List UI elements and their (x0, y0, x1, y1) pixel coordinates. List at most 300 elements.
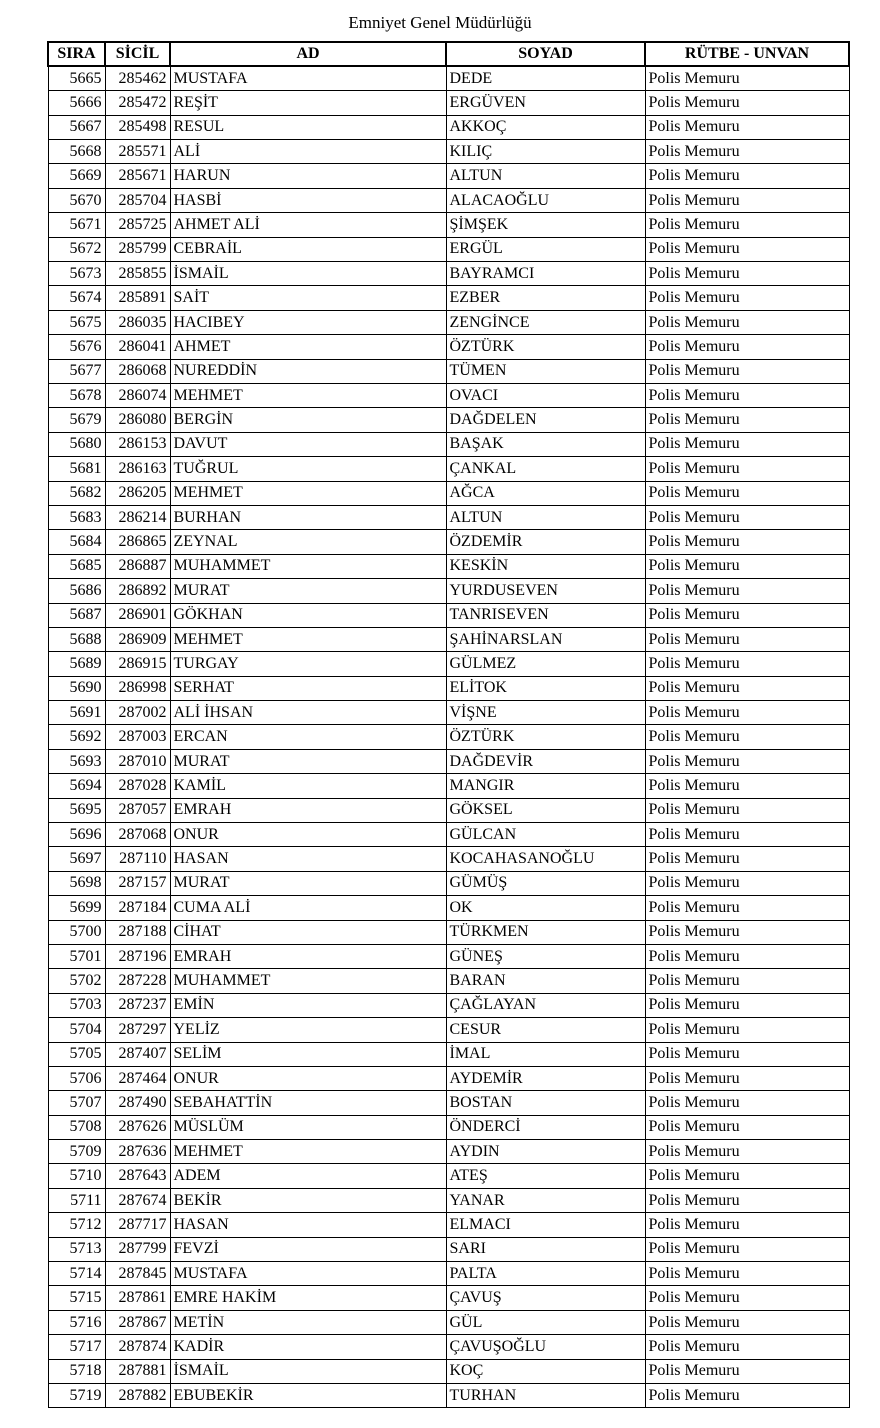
cell-soyad: YURDUSEVEN (446, 579, 645, 603)
cell-sicil: 287407 (105, 1042, 170, 1066)
cell-sicil: 287845 (105, 1262, 170, 1286)
cell-sira: 5713 (48, 1237, 105, 1261)
cell-ad: EMRAH (170, 798, 446, 822)
header-row (48, 42, 849, 66)
cell-soyad: GÜLCAN (446, 823, 645, 847)
cell-sicil: 287464 (105, 1066, 170, 1090)
table-row (48, 408, 849, 432)
cell-sira: 5685 (48, 554, 105, 578)
cell-soyad: KOÇ (446, 1359, 645, 1383)
cell-ad: EMRAH (170, 944, 446, 968)
cell-rutbe: Polis Memuru (645, 603, 849, 627)
cell-rutbe: Polis Memuru (645, 1384, 849, 1408)
cell-ad: TUĞRUL (170, 457, 446, 481)
cell-soyad: TANRISEVEN (446, 603, 645, 627)
table-row (48, 847, 849, 871)
cell-ad: BEKİR (170, 1188, 446, 1212)
cell-soyad: ÇAVUŞ (446, 1286, 645, 1310)
table-row (48, 1066, 849, 1090)
cell-rutbe: Polis Memuru (645, 213, 849, 237)
cell-sicil: 287636 (105, 1140, 170, 1164)
cell-sira: 5667 (48, 115, 105, 139)
cell-rutbe: Polis Memuru (645, 432, 849, 456)
cell-sicil: 285704 (105, 188, 170, 212)
cell-ad: SAİT (170, 286, 446, 310)
table-row (48, 701, 849, 725)
cell-soyad: ÖNDERCİ (446, 1115, 645, 1139)
cell-rutbe: Polis Memuru (645, 66, 849, 91)
cell-sicil: 285571 (105, 140, 170, 164)
table-row (48, 749, 849, 773)
table-row (48, 1310, 849, 1334)
cell-soyad: AYDEMİR (446, 1066, 645, 1090)
cell-soyad: DEDE (446, 66, 645, 91)
table-row (48, 774, 849, 798)
cell-rutbe: Polis Memuru (645, 1188, 849, 1212)
cell-rutbe: Polis Memuru (645, 1335, 849, 1359)
cell-sira: 5693 (48, 749, 105, 773)
cell-soyad: EZBER (446, 286, 645, 310)
cell-sicil: 287002 (105, 701, 170, 725)
cell-sicil: 285799 (105, 237, 170, 261)
cell-sira: 5697 (48, 847, 105, 871)
cell-sira: 5695 (48, 798, 105, 822)
cell-ad: ERCAN (170, 725, 446, 749)
cell-sicil: 287157 (105, 871, 170, 895)
cell-ad: EMRE HAKİM (170, 1286, 446, 1310)
cell-sicil: 287228 (105, 969, 170, 993)
cell-sira: 5718 (48, 1359, 105, 1383)
cell-sicil: 286901 (105, 603, 170, 627)
cell-soyad: ZENGİNCE (446, 310, 645, 334)
cell-sicil: 286153 (105, 432, 170, 456)
table-row (48, 530, 849, 554)
cell-ad: MURAT (170, 579, 446, 603)
cell-sira: 5680 (48, 432, 105, 456)
cell-soyad: SARI (446, 1237, 645, 1261)
cell-sicil: 285472 (105, 91, 170, 115)
cell-soyad: TURHAN (446, 1384, 645, 1408)
cell-ad: ALİ (170, 140, 446, 164)
table-row (48, 871, 849, 895)
cell-soyad: AKKOÇ (446, 115, 645, 139)
cell-sicil: 287237 (105, 993, 170, 1017)
cell-ad: İSMAİL (170, 262, 446, 286)
cell-ad: AHMET ALİ (170, 213, 446, 237)
cell-rutbe: Polis Memuru (645, 774, 849, 798)
cell-sicil: 285671 (105, 164, 170, 188)
cell-soyad: YANAR (446, 1188, 645, 1212)
cell-ad: MEHMET (170, 1140, 446, 1164)
cell-sira: 5684 (48, 530, 105, 554)
cell-sira: 5690 (48, 676, 105, 700)
cell-soyad: CESUR (446, 1018, 645, 1042)
table-row (48, 1384, 849, 1408)
cell-sicil: 287626 (105, 1115, 170, 1139)
cell-sicil: 287110 (105, 847, 170, 871)
cell-ad: EBUBEKİR (170, 1384, 446, 1408)
cell-rutbe: Polis Memuru (645, 920, 849, 944)
cell-rutbe: Polis Memuru (645, 1237, 849, 1261)
cell-ad: ONUR (170, 823, 446, 847)
cell-ad: EMİN (170, 993, 446, 1017)
cell-sicil: 286080 (105, 408, 170, 432)
cell-rutbe: Polis Memuru (645, 1018, 849, 1042)
cell-sira: 5703 (48, 993, 105, 1017)
cell-rutbe: Polis Memuru (645, 871, 849, 895)
table-row (48, 66, 849, 91)
cell-sira: 5672 (48, 237, 105, 261)
table-row (48, 725, 849, 749)
cell-ad: CEBRAİL (170, 237, 446, 261)
cell-ad: YELİZ (170, 1018, 446, 1042)
table-row (48, 1115, 849, 1139)
cell-rutbe: Polis Memuru (645, 1042, 849, 1066)
cell-soyad: GÜMÜŞ (446, 871, 645, 895)
cell-sira: 5698 (48, 871, 105, 895)
column-header-sira: SIRA (48, 42, 105, 66)
cell-ad: MÜSLÜM (170, 1115, 446, 1139)
cell-sicil: 287867 (105, 1310, 170, 1334)
cell-sira: 5688 (48, 627, 105, 651)
cell-sira: 5692 (48, 725, 105, 749)
cell-sira: 5666 (48, 91, 105, 115)
cell-rutbe: Polis Memuru (645, 1066, 849, 1090)
cell-rutbe: Polis Memuru (645, 798, 849, 822)
cell-ad: HACIBEY (170, 310, 446, 334)
table-row (48, 140, 849, 164)
cell-rutbe: Polis Memuru (645, 554, 849, 578)
cell-sira: 5682 (48, 481, 105, 505)
cell-soyad: OK (446, 896, 645, 920)
cell-sicil: 286074 (105, 383, 170, 407)
cell-sicil: 286214 (105, 505, 170, 529)
cell-rutbe: Polis Memuru (645, 286, 849, 310)
column-header-rutbe-unvan: RÜTBE - UNVAN (645, 42, 849, 66)
cell-ad: HARUN (170, 164, 446, 188)
table-row (48, 603, 849, 627)
cell-soyad: TÜRKMEN (446, 920, 645, 944)
cell-sira: 5709 (48, 1140, 105, 1164)
table-row (48, 1286, 849, 1310)
table-row (48, 286, 849, 310)
column-header-soyad: SOYAD (446, 42, 645, 66)
cell-rutbe: Polis Memuru (645, 530, 849, 554)
table-row (48, 457, 849, 481)
cell-soyad: ÖZTÜRK (446, 725, 645, 749)
cell-sicil: 285855 (105, 262, 170, 286)
table-row (48, 969, 849, 993)
table-row (48, 335, 849, 359)
cell-rutbe: Polis Memuru (645, 652, 849, 676)
cell-rutbe: Polis Memuru (645, 481, 849, 505)
cell-sira: 5710 (48, 1164, 105, 1188)
cell-sira: 5704 (48, 1018, 105, 1042)
table-row (48, 1335, 849, 1359)
cell-ad: ONUR (170, 1066, 446, 1090)
cell-soyad: GÖKSEL (446, 798, 645, 822)
cell-sira: 5716 (48, 1310, 105, 1334)
cell-sira: 5689 (48, 652, 105, 676)
cell-ad: DAVUT (170, 432, 446, 456)
table-row (48, 262, 849, 286)
cell-sicil: 287010 (105, 749, 170, 773)
cell-ad: MUHAMMET (170, 554, 446, 578)
cell-sira: 5691 (48, 701, 105, 725)
cell-rutbe: Polis Memuru (645, 383, 849, 407)
cell-soyad: ELMACI (446, 1213, 645, 1237)
table-row (48, 432, 849, 456)
cell-ad: METİN (170, 1310, 446, 1334)
cell-ad: MURAT (170, 871, 446, 895)
cell-sicil: 285891 (105, 286, 170, 310)
table-row (48, 481, 849, 505)
cell-sira: 5677 (48, 359, 105, 383)
cell-ad: KADİR (170, 1335, 446, 1359)
table-row (48, 1140, 849, 1164)
cell-soyad: ATEŞ (446, 1164, 645, 1188)
cell-sira: 5671 (48, 213, 105, 237)
table-row (48, 944, 849, 968)
cell-ad: ZEYNAL (170, 530, 446, 554)
cell-ad: FEVZİ (170, 1237, 446, 1261)
cell-ad: TURGAY (170, 652, 446, 676)
cell-sicil: 286041 (105, 335, 170, 359)
cell-rutbe: Polis Memuru (645, 1310, 849, 1334)
cell-sira: 5674 (48, 286, 105, 310)
cell-ad: CİHAT (170, 920, 446, 944)
table-row (48, 1262, 849, 1286)
cell-rutbe: Polis Memuru (645, 188, 849, 212)
cell-rutbe: Polis Memuru (645, 676, 849, 700)
cell-sira: 5668 (48, 140, 105, 164)
cell-sicil: 287674 (105, 1188, 170, 1212)
cell-sira: 5673 (48, 262, 105, 286)
cell-soyad: İMAL (446, 1042, 645, 1066)
cell-sicil: 287882 (105, 1384, 170, 1408)
cell-ad: SELİM (170, 1042, 446, 1066)
table-row (48, 310, 849, 334)
cell-sira: 5696 (48, 823, 105, 847)
cell-rutbe: Polis Memuru (645, 701, 849, 725)
cell-soyad: DAĞDEVİR (446, 749, 645, 773)
cell-soyad: ELİTOK (446, 676, 645, 700)
cell-sira: 5687 (48, 603, 105, 627)
cell-sira: 5686 (48, 579, 105, 603)
cell-sicil: 287881 (105, 1359, 170, 1383)
cell-rutbe: Polis Memuru (645, 725, 849, 749)
column-header-ad: AD (170, 42, 446, 66)
cell-sicil: 287188 (105, 920, 170, 944)
cell-sira: 5706 (48, 1066, 105, 1090)
table-row (48, 1164, 849, 1188)
cell-sira: 5711 (48, 1188, 105, 1212)
cell-sira: 5678 (48, 383, 105, 407)
cell-soyad: ŞİMŞEK (446, 213, 645, 237)
table-row (48, 505, 849, 529)
cell-soyad: MANGIR (446, 774, 645, 798)
cell-sicil: 286205 (105, 481, 170, 505)
cell-ad: MUSTAFA (170, 66, 446, 91)
cell-sicil: 286887 (105, 554, 170, 578)
cell-sira: 5702 (48, 969, 105, 993)
table-row (48, 823, 849, 847)
cell-rutbe: Polis Memuru (645, 579, 849, 603)
cell-sicil: 286892 (105, 579, 170, 603)
cell-rutbe: Polis Memuru (645, 944, 849, 968)
cell-soyad: ERGÜVEN (446, 91, 645, 115)
cell-rutbe: Polis Memuru (645, 823, 849, 847)
cell-soyad: BARAN (446, 969, 645, 993)
cell-ad: MEHMET (170, 383, 446, 407)
cell-rutbe: Polis Memuru (645, 749, 849, 773)
document-title: Emniyet Genel Müdürlüğü (348, 13, 532, 32)
table-row (48, 1091, 849, 1115)
cell-soyad: DAĞDELEN (446, 408, 645, 432)
column-header-sicil: SİCİL (105, 42, 170, 66)
cell-ad: AHMET (170, 335, 446, 359)
cell-sira: 5712 (48, 1213, 105, 1237)
cell-ad: BERGİN (170, 408, 446, 432)
cell-rutbe: Polis Memuru (645, 408, 849, 432)
cell-ad: SERHAT (170, 676, 446, 700)
table-row (48, 1213, 849, 1237)
cell-ad: CUMA ALİ (170, 896, 446, 920)
cell-soyad: ÖZTÜRK (446, 335, 645, 359)
table-row (48, 1359, 849, 1383)
cell-sira: 5717 (48, 1335, 105, 1359)
cell-sira: 5715 (48, 1286, 105, 1310)
cell-sicil: 287196 (105, 944, 170, 968)
cell-rutbe: Polis Memuru (645, 91, 849, 115)
cell-ad: ADEM (170, 1164, 446, 1188)
table-row (48, 91, 849, 115)
cell-sicil: 286035 (105, 310, 170, 334)
cell-rutbe: Polis Memuru (645, 310, 849, 334)
cell-soyad: OVACI (446, 383, 645, 407)
cell-rutbe: Polis Memuru (645, 1091, 849, 1115)
table-row (48, 554, 849, 578)
cell-ad: KAMİL (170, 774, 446, 798)
cell-rutbe: Polis Memuru (645, 140, 849, 164)
cell-ad: GÖKHAN (170, 603, 446, 627)
table-row (48, 237, 849, 261)
cell-rutbe: Polis Memuru (645, 993, 849, 1017)
cell-sira: 5705 (48, 1042, 105, 1066)
cell-sicil: 287874 (105, 1335, 170, 1359)
cell-sicil: 287799 (105, 1237, 170, 1261)
table-body (48, 66, 849, 1408)
cell-sira: 5679 (48, 408, 105, 432)
cell-sicil: 287184 (105, 896, 170, 920)
table-row (48, 188, 849, 212)
cell-soyad: ALTUN (446, 505, 645, 529)
cell-sira: 5669 (48, 164, 105, 188)
table-row (48, 579, 849, 603)
cell-sicil: 286163 (105, 457, 170, 481)
cell-soyad: ÖZDEMİR (446, 530, 645, 554)
table-row (48, 1042, 849, 1066)
cell-sira: 5675 (48, 310, 105, 334)
cell-sicil: 285498 (105, 115, 170, 139)
cell-soyad: PALTA (446, 1262, 645, 1286)
table-row (48, 627, 849, 651)
cell-rutbe: Polis Memuru (645, 457, 849, 481)
cell-soyad: ÇAVUŞOĞLU (446, 1335, 645, 1359)
cell-sicil: 287297 (105, 1018, 170, 1042)
table-row (48, 896, 849, 920)
cell-ad: HASAN (170, 847, 446, 871)
cell-soyad: AĞCA (446, 481, 645, 505)
cell-sira: 5707 (48, 1091, 105, 1115)
cell-sicil: 287643 (105, 1164, 170, 1188)
cell-rutbe: Polis Memuru (645, 627, 849, 651)
cell-rutbe: Polis Memuru (645, 1140, 849, 1164)
table-row (48, 652, 849, 676)
cell-soyad: ŞAHİNARSLAN (446, 627, 645, 651)
cell-sicil: 287003 (105, 725, 170, 749)
table-row (48, 1237, 849, 1261)
cell-ad: MEHMET (170, 481, 446, 505)
table-header (48, 42, 849, 66)
cell-ad: MEHMET (170, 627, 446, 651)
cell-soyad: GÜLMEZ (446, 652, 645, 676)
cell-ad: NUREDDİN (170, 359, 446, 383)
cell-ad: BURHAN (170, 505, 446, 529)
cell-sira: 5714 (48, 1262, 105, 1286)
cell-sira: 5700 (48, 920, 105, 944)
cell-rutbe: Polis Memuru (645, 262, 849, 286)
cell-sicil: 287490 (105, 1091, 170, 1115)
cell-sira: 5719 (48, 1384, 105, 1408)
cell-ad: MURAT (170, 749, 446, 773)
cell-sicil: 286865 (105, 530, 170, 554)
table-row (48, 213, 849, 237)
cell-soyad: ALTUN (446, 164, 645, 188)
cell-rutbe: Polis Memuru (645, 1359, 849, 1383)
cell-soyad: ALACAOĞLU (446, 188, 645, 212)
cell-sira: 5681 (48, 457, 105, 481)
table-row (48, 676, 849, 700)
cell-soyad: BOSTAN (446, 1091, 645, 1115)
cell-sira: 5683 (48, 505, 105, 529)
cell-sicil: 286909 (105, 627, 170, 651)
cell-sira: 5676 (48, 335, 105, 359)
cell-sira: 5708 (48, 1115, 105, 1139)
cell-sira: 5694 (48, 774, 105, 798)
cell-rutbe: Polis Memuru (645, 896, 849, 920)
table-row (48, 359, 849, 383)
cell-rutbe: Polis Memuru (645, 847, 849, 871)
cell-soyad: VİŞNE (446, 701, 645, 725)
cell-ad: İSMAİL (170, 1359, 446, 1383)
cell-ad: ALİ İHSAN (170, 701, 446, 725)
cell-sicil: 286998 (105, 676, 170, 700)
cell-rutbe: Polis Memuru (645, 1262, 849, 1286)
cell-soyad: AYDIN (446, 1140, 645, 1164)
cell-sicil: 287861 (105, 1286, 170, 1310)
cell-ad: REŞİT (170, 91, 446, 115)
cell-soyad: GÜNEŞ (446, 944, 645, 968)
cell-rutbe: Polis Memuru (645, 1286, 849, 1310)
cell-sicil: 287068 (105, 823, 170, 847)
table-row (48, 798, 849, 822)
cell-soyad: TÜMEN (446, 359, 645, 383)
cell-ad: HASBİ (170, 188, 446, 212)
table-row (48, 920, 849, 944)
cell-soyad: ERGÜL (446, 237, 645, 261)
cell-soyad: BAYRAMCI (446, 262, 645, 286)
